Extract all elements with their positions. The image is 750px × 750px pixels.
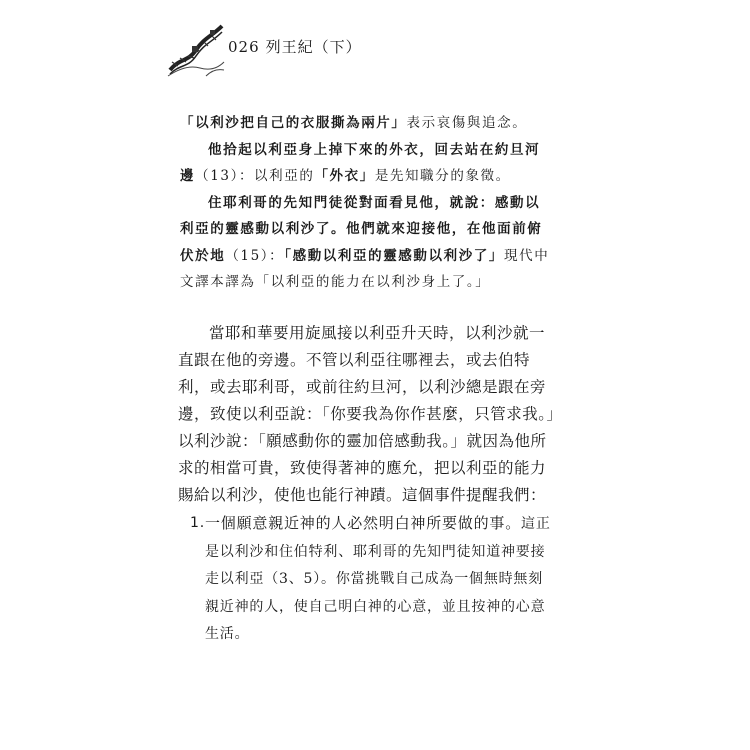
list-item	[190, 510, 556, 649]
great-wall-icon	[166, 18, 226, 78]
page-header	[166, 18, 586, 80]
quote-bold: 「外衣」	[314, 168, 375, 184]
page-number: 026	[228, 38, 260, 56]
list-rest: 這正是以利沙和住伯特利、耶利哥的先知門徒知道神要接走以利亞（3、5）。你當挑戰自己成為一個無時無刻親近神的人，使自己明白神的心意，並且按神的心意生活。	[205, 516, 551, 642]
quote-bold: 他拾起以利亞身上掉下來的外衣，回去站在約旦河邊	[180, 141, 541, 184]
body-paragraph: 當耶和華要用旋風接以利亞升天時，以利沙就一直跟在他的旁邊。不管以利亞往哪裡去，或去伯特利，或去耶利哥，或前往約旦河，以利沙總是跟在旁邊，致使以利亞說：「你要我為你作甚麼，只管求我。」以利沙說：「願感動你的靈加倍感動我。」就因為他所求的相當可貴，致使得著神的應允，把以利亞的能力賜給以利沙，使他也能行神蹟。這個事件提醒我們：	[178, 324, 555, 504]
commentary-paragraph-3	[180, 190, 555, 296]
commentary-paragraph-2	[180, 137, 555, 190]
list-lead: 一個願意親近神的人必然明白神所要做的事。	[205, 514, 522, 532]
quote-bold: 住耶利哥的先知門徒從對面看見他，就說：感動以利亞的靈感動以利沙了。他們就來迎接他，在他面前俯伏於地	[180, 194, 543, 264]
commentary-text: 現代中文譯本譯為「以利亞的能力在以利沙身上了。」	[180, 247, 550, 290]
running-head	[228, 36, 368, 57]
list-body	[190, 510, 556, 649]
list-number: 1.	[190, 515, 205, 531]
quote-bold: 「感動以利亞的靈感動以利沙了」	[284, 247, 504, 264]
commentary-text: （13）：以利亞的	[195, 168, 315, 184]
commentary-text: （15）：	[225, 247, 285, 264]
commentary-text: 表示哀傷與追念。	[406, 115, 528, 131]
body-block	[178, 320, 556, 509]
book-title: 列王紀（下）	[265, 38, 362, 56]
commentary-text: 是先知職分的象徵。	[374, 168, 511, 184]
commentary-paragraph-1	[180, 110, 555, 137]
quote-bold: 「以利沙把自己的衣服撕為兩片」	[180, 115, 407, 131]
commentary-block	[180, 110, 555, 296]
